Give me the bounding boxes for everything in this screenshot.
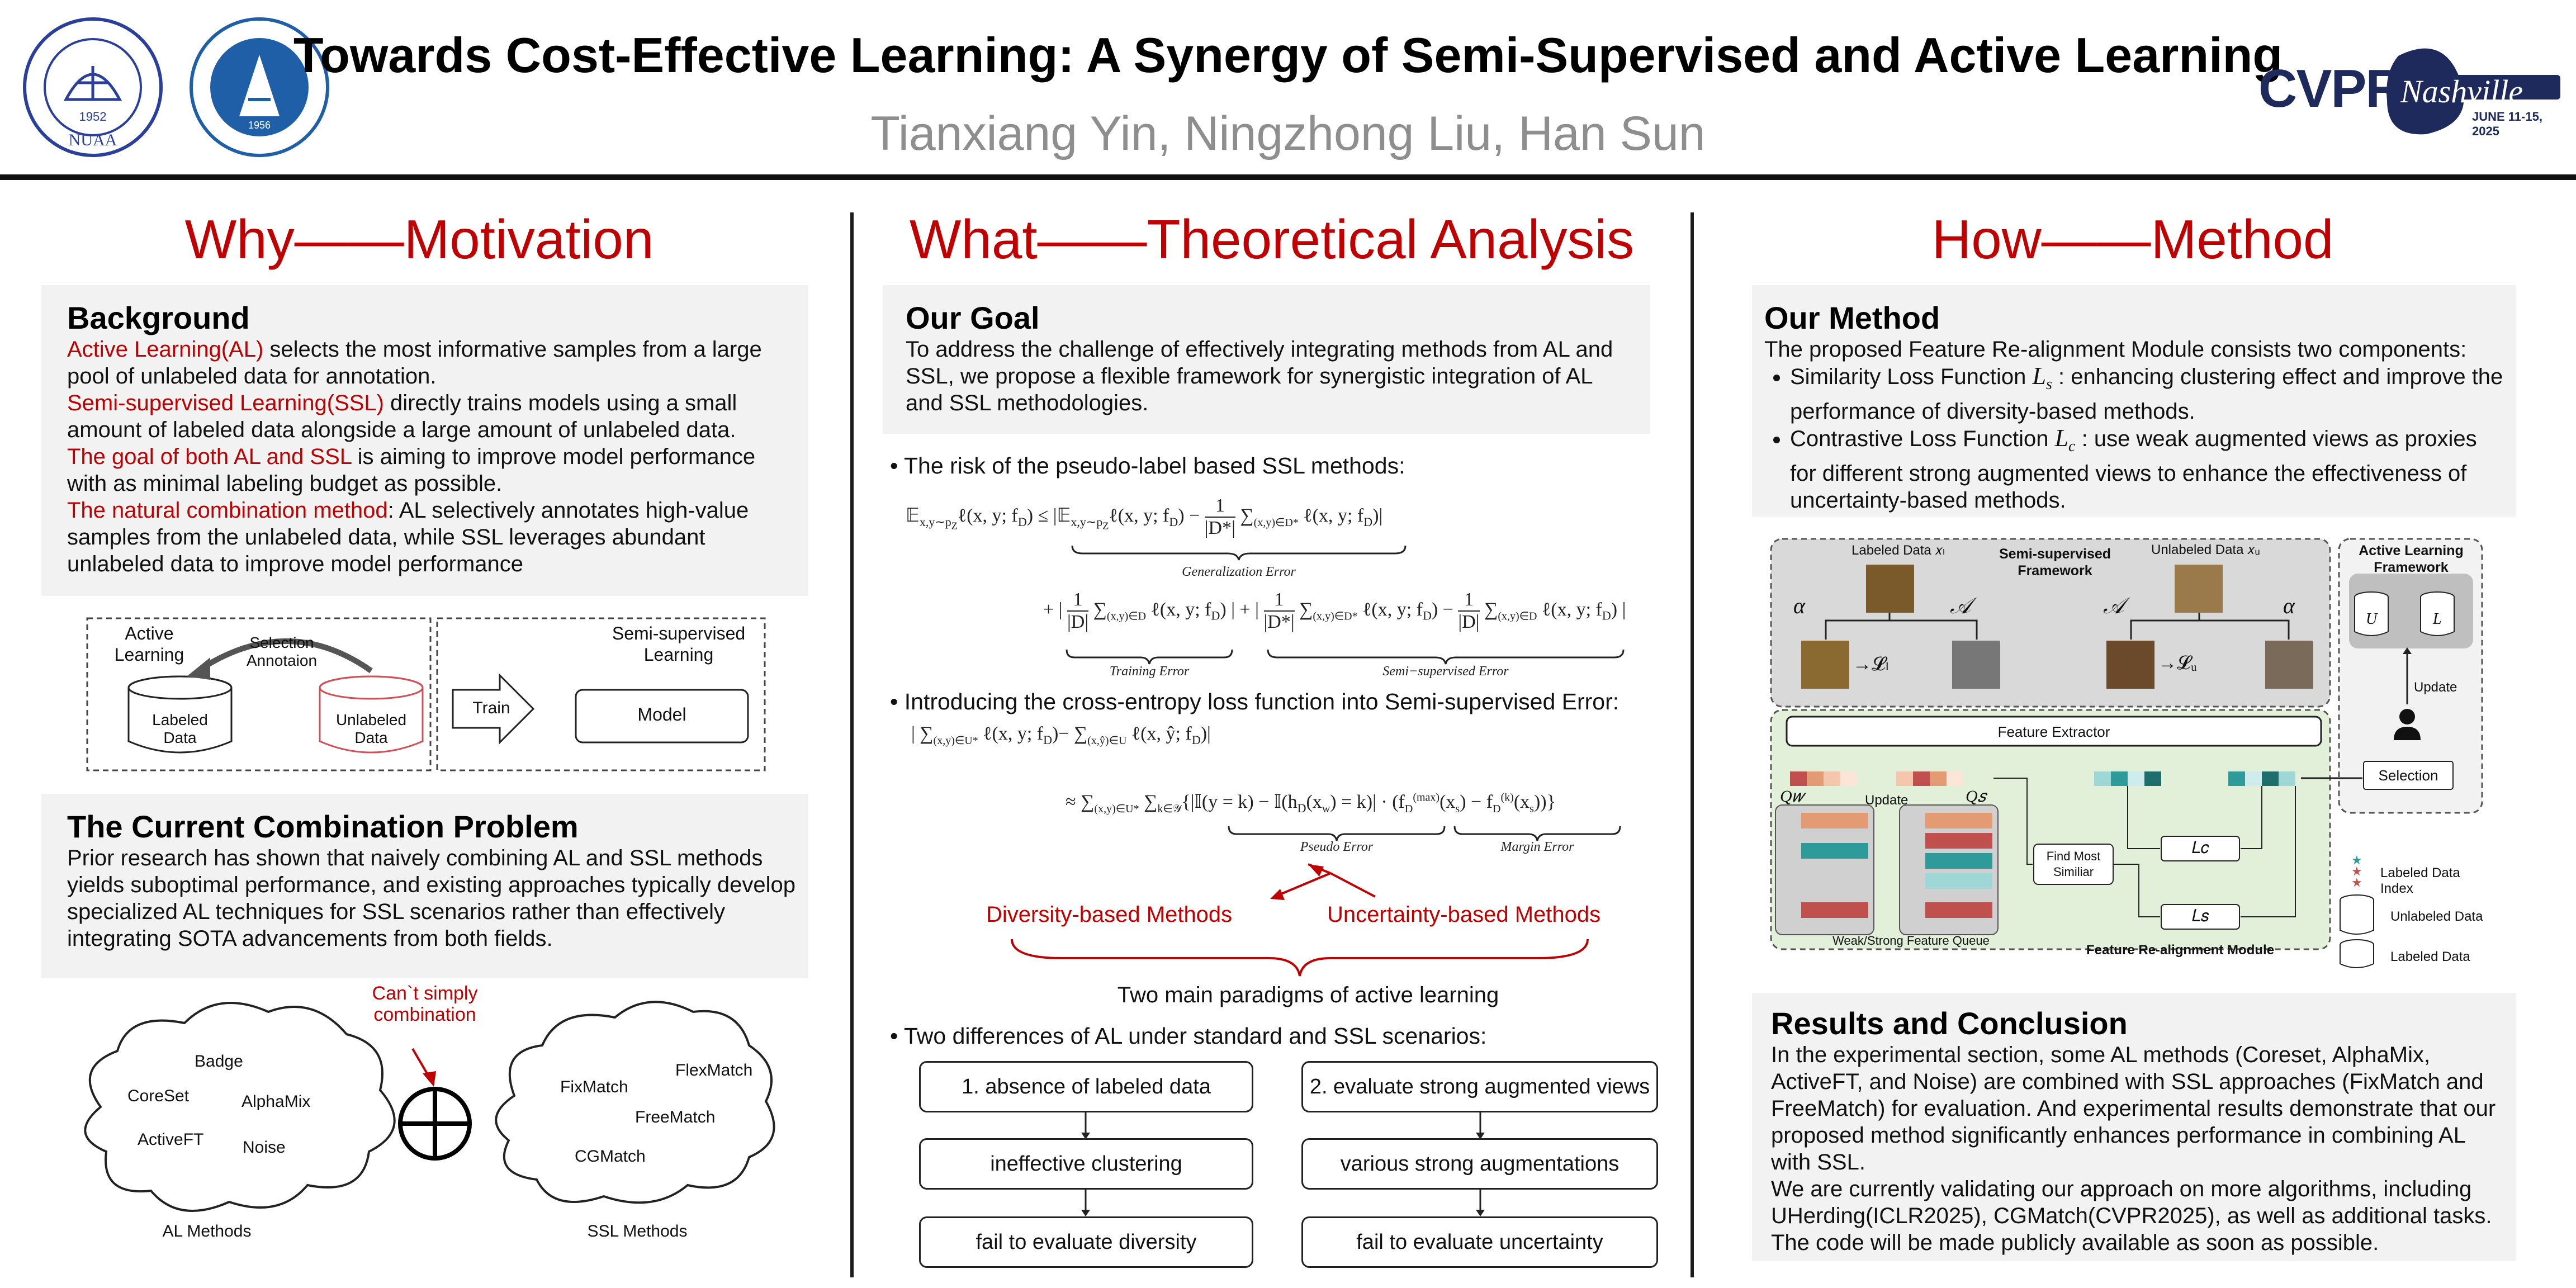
fw-update-al: Update <box>2414 680 2457 695</box>
methods-clouds <box>67 984 783 1252</box>
fw-legend-labeled: Labeled Data <box>2390 949 2470 964</box>
fw-find-similar: Find Most Similiar <box>2046 849 2101 879</box>
fw-feature-extractor: Feature Extractor <box>1997 723 2110 740</box>
equation-risk-line2: + | $\frac{1}{|D|}$ $\sum_{(x,y)\in D}$ ℓ(x, y; $f_D$) | + | $\frac{1}{|D*|}$ $\sum_{(x,y)\in D*}$ ℓ(x, y; $f_D$) − $\frac{1}{|D|}$ $\sum_{(x,y)\in D}$ ℓ(x, y; $f_D$) | <box>1043 589 1626 632</box>
fw-alpha-left: α <box>1793 593 1805 618</box>
cvpr-dates: JUNE 11-15, 2025 <box>2472 110 2542 138</box>
brace-semi <box>1267 648 1625 665</box>
fw-active-label: Active Learning Framework <box>2359 543 2464 575</box>
fw-L: L <box>2433 610 2442 628</box>
method-intro: The proposed Feature Re-alignment Module consists two components: <box>1764 337 2467 362</box>
background-text: Active Learning(AL) selects the most informative samples from a large pool of unlabeled data for annotation. Semi-supervised Learning(SSL) directly trains models using a small amount of labeled data alongside a large amount of unlabeled data. The goal of both AL and SSL is aiming to improve model performance with as minimal labeling budget as possible. The natural combination method: AL selectively annotates high-value samples from the unlabeled data, while SSL leverages abundant unlabeled data to improve model performance <box>67 337 762 576</box>
al-item-noise: Noise <box>243 1138 286 1157</box>
bullet-differences: • Two differences of AL under standard and SSL scenarios: <box>890 1023 1487 1049</box>
column-divider-1 <box>850 212 854 1277</box>
fw-loss-l: →𝓛ₗ <box>1853 654 1889 675</box>
ssl-methods-label: SSL Methods <box>587 1222 688 1240</box>
col3-title: How——Method <box>1931 209 2334 270</box>
brace-training <box>1066 648 1233 665</box>
problem-heading: The Current Combination Problem <box>67 809 579 844</box>
fw-loss-u: →𝓛ᵤ <box>2158 653 2197 674</box>
ssl-item-flexmatch: FlexMatch <box>675 1061 753 1079</box>
fw-legend-unlabeled: Unlabeled Data <box>2390 909 2483 924</box>
method-bullet-contrastive: • Contrastive Loss Function $L_c$ : use weak augmented views as proxies for different strong augmented views to enhance the effectiveness of uncertainty-based methods. <box>1790 425 2508 514</box>
flow-right-3: fail to evaluate uncertainty <box>1301 1216 1658 1268</box>
goal-text: To address the challenge of effectively integrating methods from AL and SSL, we propose a flexible framework for synergistic integration of AL and SSL methodologies. <box>906 337 1613 415</box>
label-generalization-error: Generalization Error <box>1182 565 1296 579</box>
cvpr-city: Nashville <box>2400 73 2523 110</box>
svg-text:★: ★ <box>2351 875 2362 889</box>
cvpr-logo <box>2258 39 2560 140</box>
fw-U: U <box>2366 610 2378 628</box>
al-item-alphamix: AlphaMix <box>242 1092 311 1111</box>
bullet-cross-entropy: • Introducing the cross-entropy loss function into Semi-supervised Error: <box>890 689 1620 714</box>
label-unlabeled-data: Unlabeled Data <box>335 711 407 746</box>
flow-left-2: ineffective clustering <box>919 1138 1253 1190</box>
col1-title: Why——Motivation <box>184 209 654 270</box>
svg-text:★: ★ <box>2351 864 2362 878</box>
equation-ce-line2: ≈ $\sum_{(x,y)\in U*}$ $\sum_{k\in 𝒴}\{|𝕀(y = k)$ − $𝕀(h_D(x_w) = k)| \cdot (f_D^{(max)}(x_s) - f_D^{(k)}(x_s))$} <box>1066 791 1556 815</box>
fw-A-right: 𝒜 <box>2103 593 2124 618</box>
cvpr-text: CVPR <box>2258 59 2403 119</box>
goal-panel <box>883 285 1650 434</box>
ssl-item-fixmatch: FixMatch <box>560 1078 628 1096</box>
al-item-activeft: ActiveFT <box>138 1130 204 1149</box>
label-active-learning: Active Learning <box>114 623 184 665</box>
fw-lc: 𝐿𝑐 <box>2191 839 2210 857</box>
fw-legend-index: Labeled Data Index <box>2380 865 2460 896</box>
fw-labeled-data: Labeled Data 𝑥ₗ <box>1852 543 1945 558</box>
fw-qs: Q𝑠 <box>1966 787 1986 806</box>
ssl-item-cgmatch: CGMatch <box>575 1147 646 1166</box>
al-item-coreset: CoreSet <box>127 1087 190 1105</box>
poster-authors: Tianxiang Yin, Ningzhong Liu, Han Sun <box>870 107 1706 160</box>
fw-unlabeled-data: Unlabeled Data 𝑥ᵤ <box>2151 542 2260 557</box>
fw-semi-label: Semi-supervised Framework <box>1999 546 2111 579</box>
equation-ce-line1: | $\sum_{(x,y)\in U*}$ ℓ(x, y; $f_D)- \sum_{(x,ŷ)\in U}$ ℓ(x, ŷ; $f_D)|$ <box>911 723 1211 747</box>
flow-left-1: 1. absence of labeled data <box>919 1061 1253 1112</box>
brace-generalization <box>1071 544 1407 561</box>
paradigms-label: Two main paradigms of active learning <box>1117 983 1499 1007</box>
results-p1: In the experimental section, some AL methods (Coreset, AlphaMix, ActiveFT, and Noise) are combined with SSL approaches (FixMatch and FreeMatch) for evaluation. And experimental results demonstrate that our proposed method significantly enhances performance in combining AL with SSL. <box>1771 1043 2496 1175</box>
label-labeled-data: Labeled Data <box>152 711 208 746</box>
fw-alpha-right: α <box>2283 593 2295 618</box>
header-rule <box>0 174 2576 180</box>
poster-title: Towards Cost-Effective Learning: A Synergy of Semi-Supervised and Active Learning <box>293 27 2283 83</box>
label-train: Train <box>472 699 510 717</box>
label-selection: Selection Annotaion <box>246 634 318 669</box>
logo-nust-year: 1956 <box>248 120 271 131</box>
fw-A-left: 𝒜 <box>1950 593 1971 618</box>
method-panel <box>1752 285 2516 517</box>
label-margin-error: Margin Error <box>1500 840 1574 854</box>
framework-diagram <box>1770 537 2485 973</box>
fw-selection: Selection <box>2378 767 2438 784</box>
fw-module-label: Feature Re-alignment Module <box>2086 943 2275 958</box>
al-ssl-diagram <box>86 617 766 774</box>
problem-panel <box>41 794 808 978</box>
ssl-item-freematch: FreeMatch <box>635 1108 716 1126</box>
cant-combine-label: Can`t simply combination <box>372 983 478 1025</box>
flow-right-2: various strong augmentations <box>1301 1138 1658 1190</box>
equation-risk-line1: 𝔼$_{x,y\sim p_Z}$ℓ(x, y; $f_D$) ≤ |𝔼$_{x,y\sim p_Z}$ℓ(x, y; $f_D$) − $\frac{1}{|D*|}$ $\sum_{(x,y)\in D*}$ ℓ(x, y; $f_D)|$ <box>906 495 1383 538</box>
method-bullet-similarity: • Similarity Loss Function $L_s$ : enhancing clustering effect and improve the performance of diversity-based methods. <box>1790 363 2508 425</box>
results-heading: Results and Conclusion <box>1771 1006 2128 1041</box>
method-heading: Our Method <box>1764 300 1940 335</box>
fw-ls: 𝐿𝑠 <box>2191 907 2209 925</box>
problem-text: Prior research has shown that naively combining AL and SSL methods yields suboptimal performance, and existing approaches typically develop specialized AL techniques for SSL scenarios rather than effectively integrating SOTA advancements from both fields. <box>67 846 795 951</box>
label-pseudo-error: Pseudo Error <box>1300 840 1374 854</box>
fw-queue-label: Weak/Strong Feature Queue <box>1832 934 1990 948</box>
label-model: Model <box>637 704 686 724</box>
flow-left-3: fail to evaluate diversity <box>919 1216 1253 1268</box>
background-panel <box>41 285 808 596</box>
uncertainty-methods-label: Uncertainty-based Methods <box>1327 902 1601 927</box>
goal-heading: Our Goal <box>906 300 1040 335</box>
column-divider-2 <box>1690 212 1694 1277</box>
bullet-risk: • The risk of the pseudo-label based SSL methods: <box>890 453 1405 479</box>
fw-update-q: Update <box>1865 793 1909 808</box>
flow-right-1: 2. evaluate strong augmented views <box>1301 1061 1658 1112</box>
svg-text:★: ★ <box>2351 853 2362 867</box>
label-training-error: Training Error <box>1109 664 1190 679</box>
background-heading: Background <box>67 300 250 335</box>
logo-nuaa-text: NUAA <box>68 131 117 149</box>
col2-title: What——Theoretical Analysis <box>909 209 1635 270</box>
diversity-methods-label: Diversity-based Methods <box>986 902 1233 927</box>
label-semi-error: Semi−supervised Error <box>1382 664 1509 679</box>
al-item-badge: Badge <box>195 1052 243 1071</box>
al-methods-label: AL Methods <box>162 1222 252 1240</box>
results-p2: We are currently validating our approach on more algorithms, including UHerding(ICLR2025), CGMatch(CVPR2025), as well as additional tasks. The code will be made publicly available as soon as possible. <box>1771 1177 2492 1255</box>
logo-nuaa-year: 1952 <box>79 110 107 124</box>
label-semi-supervised: Semi-supervised Learning <box>612 623 746 665</box>
results-panel <box>1752 993 2516 1261</box>
fw-qw: Q𝑤 <box>1780 787 1804 806</box>
